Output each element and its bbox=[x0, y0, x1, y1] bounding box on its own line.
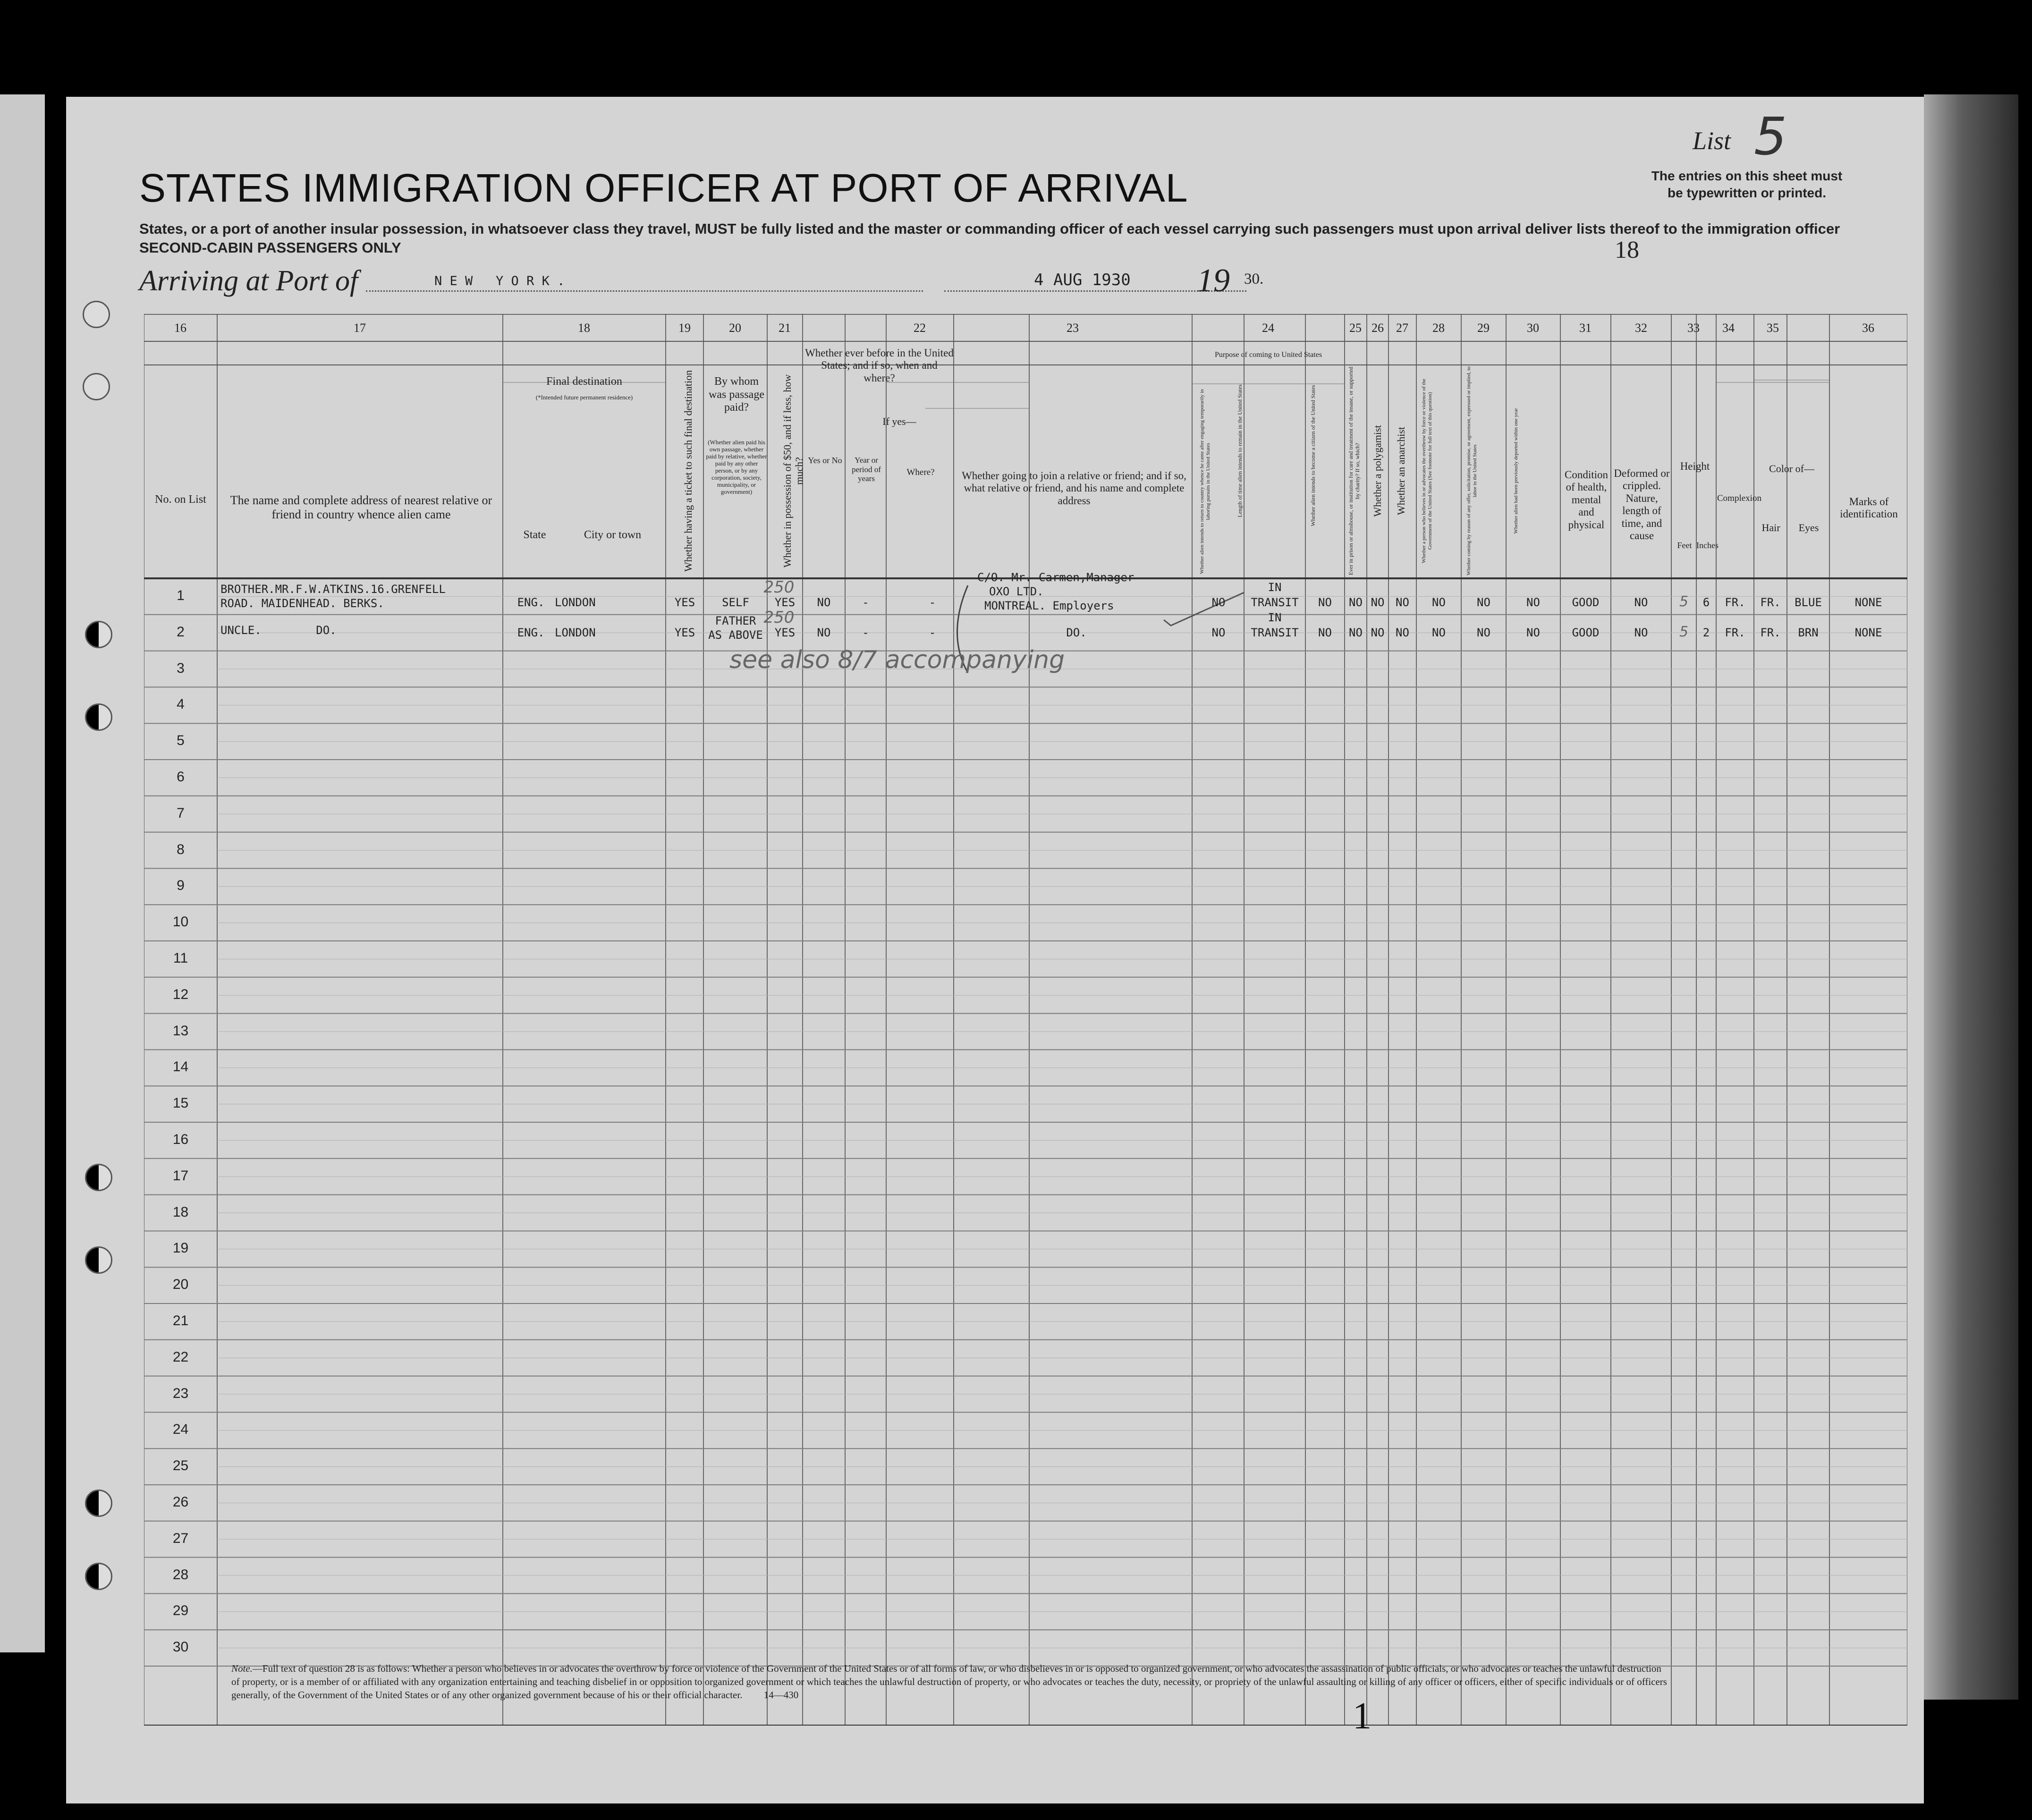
column-number: 32 bbox=[1635, 321, 1647, 335]
page-title: STATES IMMIGRATION OFFICER AT PORT OF ARRIVAL bbox=[139, 166, 1188, 210]
column-number: 22 bbox=[914, 321, 926, 335]
feet-cell: 5 bbox=[1679, 623, 1689, 640]
entries-instruction: The entries on this sheet must be typewritten or printed. bbox=[1651, 169, 1843, 200]
header-inches: Inches bbox=[1696, 541, 1719, 550]
row-number: 12 bbox=[172, 986, 189, 1002]
row-number: 27 bbox=[172, 1530, 189, 1546]
header-deported: Whether alien had been previously deported within one year bbox=[1513, 408, 1519, 534]
complexion-cell: FR. bbox=[1725, 596, 1745, 609]
row-number: 28 bbox=[172, 1566, 189, 1583]
punch-hole bbox=[85, 621, 112, 648]
header-citizen: Whether alien intends to become a citizen of the United States bbox=[1310, 385, 1316, 526]
header-intend-return: Whether alien intends to return to country whence he came after engaging temporarily in laboring pursuits in the United States bbox=[1199, 389, 1211, 574]
city-cell: LONDON bbox=[555, 596, 596, 609]
polygamist-cell: NO bbox=[1371, 626, 1385, 639]
row-number: 30 bbox=[172, 1639, 189, 1655]
row-number: 8 bbox=[177, 841, 185, 857]
header-height: Height bbox=[1680, 460, 1710, 472]
deformed-cell: NO bbox=[1634, 596, 1648, 609]
offer-cell: NO bbox=[1477, 626, 1490, 639]
relative-address: UNCLE. DO. bbox=[220, 623, 337, 637]
column-number: 36 bbox=[1862, 321, 1874, 335]
row-number: 4 bbox=[177, 696, 185, 712]
marks-cell: NONE bbox=[1854, 626, 1882, 639]
header-no-on-list: No. on List bbox=[155, 493, 206, 506]
hair-cell: FR. bbox=[1760, 626, 1781, 639]
before-cell: NO bbox=[817, 626, 831, 639]
arriving-label: Arriving at Port of bbox=[139, 265, 358, 297]
year-prefix: 19 bbox=[1197, 262, 1230, 299]
row-number: 14 bbox=[172, 1059, 189, 1075]
header-offer: Whether coming by reason of any offer, solicitation, promise, or agreement, expressed or implied, to labor in the United States bbox=[1466, 366, 1478, 576]
punch-hole bbox=[85, 703, 112, 731]
feet-cell: 5 bbox=[1679, 593, 1689, 610]
header-state: State bbox=[523, 529, 546, 541]
paid-by-cell: FATHER bbox=[715, 614, 756, 627]
row-number: 18 bbox=[172, 1204, 189, 1220]
header-final-destination: Final destination bbox=[546, 375, 622, 388]
column-number: 26 bbox=[1372, 321, 1384, 335]
prison-cell: NO bbox=[1349, 626, 1363, 639]
ticket-cell: YES bbox=[674, 626, 695, 639]
before-cell: NO bbox=[817, 596, 831, 609]
row-number: 9 bbox=[177, 878, 185, 894]
column-number: 17 bbox=[354, 321, 366, 335]
prison-cell: NO bbox=[1349, 596, 1363, 609]
column-number: 29 bbox=[1477, 321, 1490, 335]
row-number: 5 bbox=[177, 733, 185, 749]
row-number: 7 bbox=[177, 805, 185, 821]
port-value: N E W Y O R K . bbox=[434, 274, 565, 288]
inches-cell: 6 bbox=[1702, 596, 1710, 609]
relative-address: ROAD. MAIDENHEAD. BERKS. bbox=[220, 597, 384, 610]
row-number: 2 bbox=[177, 624, 185, 640]
header-before-year: Year or period of years bbox=[852, 456, 881, 483]
year-suffix: 30. bbox=[1244, 271, 1264, 288]
handwritten-amount: 250 bbox=[763, 578, 795, 597]
port-dotted-line bbox=[366, 290, 923, 292]
header-joining: Whether going to join a relative or friend; and if so, what relative or friend, and his name and complete address bbox=[962, 470, 1186, 507]
previous-page-edge bbox=[0, 94, 45, 1652]
deported-cell: NO bbox=[1526, 626, 1540, 639]
list-label: List bbox=[1693, 127, 1731, 155]
intend-return-cell: NO bbox=[1211, 596, 1226, 609]
column-number: 30 bbox=[1527, 321, 1539, 335]
column-number: 23 bbox=[1067, 321, 1079, 335]
footnote-label: Note. bbox=[231, 1663, 253, 1674]
header-feet: Feet bbox=[1677, 541, 1692, 550]
punch-hole bbox=[85, 1164, 112, 1191]
row-number: 21 bbox=[172, 1313, 189, 1329]
header-hair: Hair bbox=[1761, 522, 1780, 533]
column-number: 18 bbox=[578, 321, 590, 335]
arrival-date-stamp: 4 AUG 1930 bbox=[1034, 271, 1131, 289]
money-cell: YES bbox=[774, 626, 796, 639]
eyes-cell: BRN bbox=[1798, 626, 1819, 639]
header-before-where: Where? bbox=[906, 467, 935, 477]
manifest-page bbox=[66, 97, 1924, 1803]
page-mark: 1 bbox=[1353, 1695, 1372, 1737]
column-number: 25 bbox=[1349, 321, 1362, 335]
eyes-cell: BLUE bbox=[1795, 596, 1822, 609]
where-cell: - bbox=[929, 596, 936, 609]
footnote bbox=[231, 1662, 1671, 1701]
book-binding-edge bbox=[1924, 94, 2018, 1700]
header-money: Whether in possession of $50, and if less, how much? bbox=[781, 374, 805, 568]
header-purpose: Purpose of coming to United States bbox=[1214, 351, 1322, 359]
inches-cell: 2 bbox=[1702, 626, 1710, 639]
column-number: 35 bbox=[1767, 321, 1779, 335]
row-number: 29 bbox=[172, 1603, 189, 1619]
row-number: 19 bbox=[172, 1240, 189, 1256]
offer-cell: NO bbox=[1477, 596, 1490, 609]
anarchist-cell: NO bbox=[1396, 596, 1409, 609]
manifest-table bbox=[144, 314, 1907, 1726]
header-final-destination-sub: (*Intended future permanent residence) bbox=[535, 394, 633, 401]
header-eyes: Eyes bbox=[1798, 522, 1819, 533]
row-number: 23 bbox=[172, 1385, 189, 1401]
joining-cell: OXO LTD. bbox=[989, 585, 1044, 598]
year-cell: - bbox=[862, 596, 869, 609]
header-before-in-us: Whether ever before in the United States; and if so, when and where? bbox=[805, 347, 954, 384]
state-cell: ENG. bbox=[517, 596, 545, 609]
deported-cell: NO bbox=[1526, 596, 1540, 609]
health-cell: GOOD bbox=[1572, 626, 1600, 639]
paid-by-cell: SELF bbox=[722, 596, 749, 609]
length-cell: TRANSIT bbox=[1251, 596, 1299, 609]
paid-by-cell: AS ABOVE bbox=[708, 628, 763, 642]
row-number: 1 bbox=[177, 588, 185, 603]
handwritten-note: see also 8/7 accompanying bbox=[729, 645, 1065, 674]
row-number: 6 bbox=[177, 769, 185, 785]
row-number: 3 bbox=[177, 660, 185, 676]
anarchist-cell: NO bbox=[1396, 626, 1409, 639]
row-number: 11 bbox=[173, 950, 188, 966]
punch-hole bbox=[85, 1490, 112, 1517]
header-before-yesno: Yes or No bbox=[808, 456, 842, 465]
header-polygamist: Whether a polygamist bbox=[1372, 425, 1383, 517]
intend-return-cell: NO bbox=[1211, 626, 1226, 639]
passenger-class-line: SECOND-CABIN PASSENGERS ONLY bbox=[139, 239, 401, 256]
where-cell: - bbox=[929, 626, 936, 639]
joining-cell: C/O. Mr. Carmen,Manager bbox=[977, 571, 1135, 584]
row-number: 25 bbox=[172, 1458, 189, 1474]
header-prison: Ever in prison or almshouse, or institution for care and treatment of the insane, or supported by charity? If so, which? bbox=[1347, 366, 1361, 576]
row-number: 17 bbox=[172, 1168, 189, 1184]
relative-address: BROTHER.MR.F.W.ATKINS.16.GRENFELL bbox=[220, 583, 446, 596]
header-overthrow: Whether a person who believes in or advocates the overthrow by force or violence of the Government of the United States (See footnote for full text of this question) bbox=[1421, 379, 1433, 563]
header-anarchist: Whether an anarchist bbox=[1395, 427, 1407, 515]
form-code: 14—430 bbox=[763, 1689, 799, 1701]
health-cell: GOOD bbox=[1572, 596, 1600, 609]
column-number: 19 bbox=[678, 321, 691, 335]
column-number: 34 bbox=[1722, 321, 1735, 335]
header-deformed: Deformed or crippled. Nature, length of time, and cause bbox=[1614, 467, 1670, 542]
city-cell: LONDON bbox=[555, 626, 596, 639]
complexion-cell: FR. bbox=[1725, 626, 1745, 639]
header-city: City or town bbox=[584, 529, 642, 541]
row-number: 22 bbox=[172, 1349, 189, 1365]
column-number: 31 bbox=[1579, 321, 1592, 335]
citizen-cell: NO bbox=[1318, 626, 1332, 639]
punch-hole bbox=[85, 1563, 112, 1590]
row-number: 15 bbox=[172, 1095, 189, 1111]
hair-cell: FR. bbox=[1760, 596, 1781, 609]
header-if-yes: If yes— bbox=[882, 415, 916, 427]
overthrow-cell: NO bbox=[1432, 626, 1446, 639]
year-cell: - bbox=[862, 626, 869, 639]
ticket-cell: YES bbox=[674, 596, 695, 609]
column-number: 33 bbox=[1687, 321, 1700, 335]
header-passage-paid-sub: (Whether alien paid his own passage, whether paid by relative, whether paid by any other person, or by any corporation, society, municipality, or government) bbox=[706, 439, 767, 495]
punch-hole bbox=[85, 1246, 112, 1274]
handwritten-amount: 250 bbox=[763, 608, 795, 627]
citizen-cell: NO bbox=[1318, 596, 1332, 609]
column-number: 21 bbox=[779, 321, 791, 335]
header-color-of: Color of— bbox=[1769, 463, 1814, 474]
deformed-cell: NO bbox=[1634, 626, 1648, 639]
row-number: 20 bbox=[172, 1277, 189, 1293]
polygamist-cell: NO bbox=[1371, 596, 1385, 609]
row-number: 26 bbox=[172, 1494, 189, 1510]
instruction-line: States, or a port of another insular possession, in whatsoever class they travel, MUST be fully listed and the master or commanding officer of each vessel carrying such passengers must upon arrival deliver lists thereof to the immigration officer bbox=[139, 220, 1840, 237]
length-cell: IN bbox=[1268, 610, 1282, 624]
row-number: 16 bbox=[172, 1132, 189, 1147]
sheet-number: 18 bbox=[1615, 237, 1639, 263]
header-relative-address: The name and complete address of nearest relative or friend in country whence alien came bbox=[230, 493, 492, 521]
header-marks: Marks of identification bbox=[1840, 496, 1898, 520]
money-cell: YES bbox=[774, 596, 796, 609]
header-health: Condition of health, mental and physical bbox=[1564, 469, 1608, 531]
overthrow-cell: NO bbox=[1432, 596, 1446, 609]
column-number: 28 bbox=[1432, 321, 1445, 335]
state-cell: ENG. bbox=[517, 626, 545, 639]
column-number: 24 bbox=[1262, 321, 1274, 335]
header-complexion: Complexion bbox=[1717, 493, 1761, 503]
header-length-of-stay: Length of time alien intends to remain in the United States bbox=[1236, 384, 1243, 517]
row-number: 13 bbox=[172, 1023, 189, 1039]
length-cell: TRANSIT bbox=[1251, 626, 1299, 639]
list-number: 5 bbox=[1754, 106, 1787, 167]
row-number: 10 bbox=[172, 914, 189, 930]
footnote-text: —Full text of question 28 is as follows: Whether a person who believes in or advocates the overthrow by force or violence of the Government of the United States or of all forms of law, or who disbelieves in or is opposed to organized government, or who advocates the assassination of public officials, or who advocates or teaches the unlawful destruction of property, or is a member of or affiliated with any organization entertaining and teaching disbelief in or opposition to organized government or which teaches the unlawful destruction of property, or who advocates or teaches the duty, necessity, or propriety of the unlawful assaulting or killing of any officer or officers, either of specific individuals or of officers generally, of the Government of the United States or of any other organized government because of his or their official character. bbox=[231, 1663, 1667, 1701]
joining-cell: DO. bbox=[1066, 626, 1087, 639]
punch-hole bbox=[83, 301, 110, 328]
column-number: 27 bbox=[1396, 321, 1408, 335]
row-number: 24 bbox=[172, 1422, 189, 1438]
column-number: 20 bbox=[729, 321, 741, 335]
column-number: 16 bbox=[174, 321, 186, 335]
joining-cell: MONTREAL. Employers bbox=[984, 599, 1114, 612]
marks-cell: NONE bbox=[1854, 596, 1882, 609]
length-cell: IN bbox=[1268, 581, 1282, 594]
punch-hole bbox=[83, 373, 110, 400]
header-passage-paid: By whom was passage paid? bbox=[709, 375, 764, 414]
header-ticket: Whether having a ticket to such final destination bbox=[682, 370, 694, 572]
